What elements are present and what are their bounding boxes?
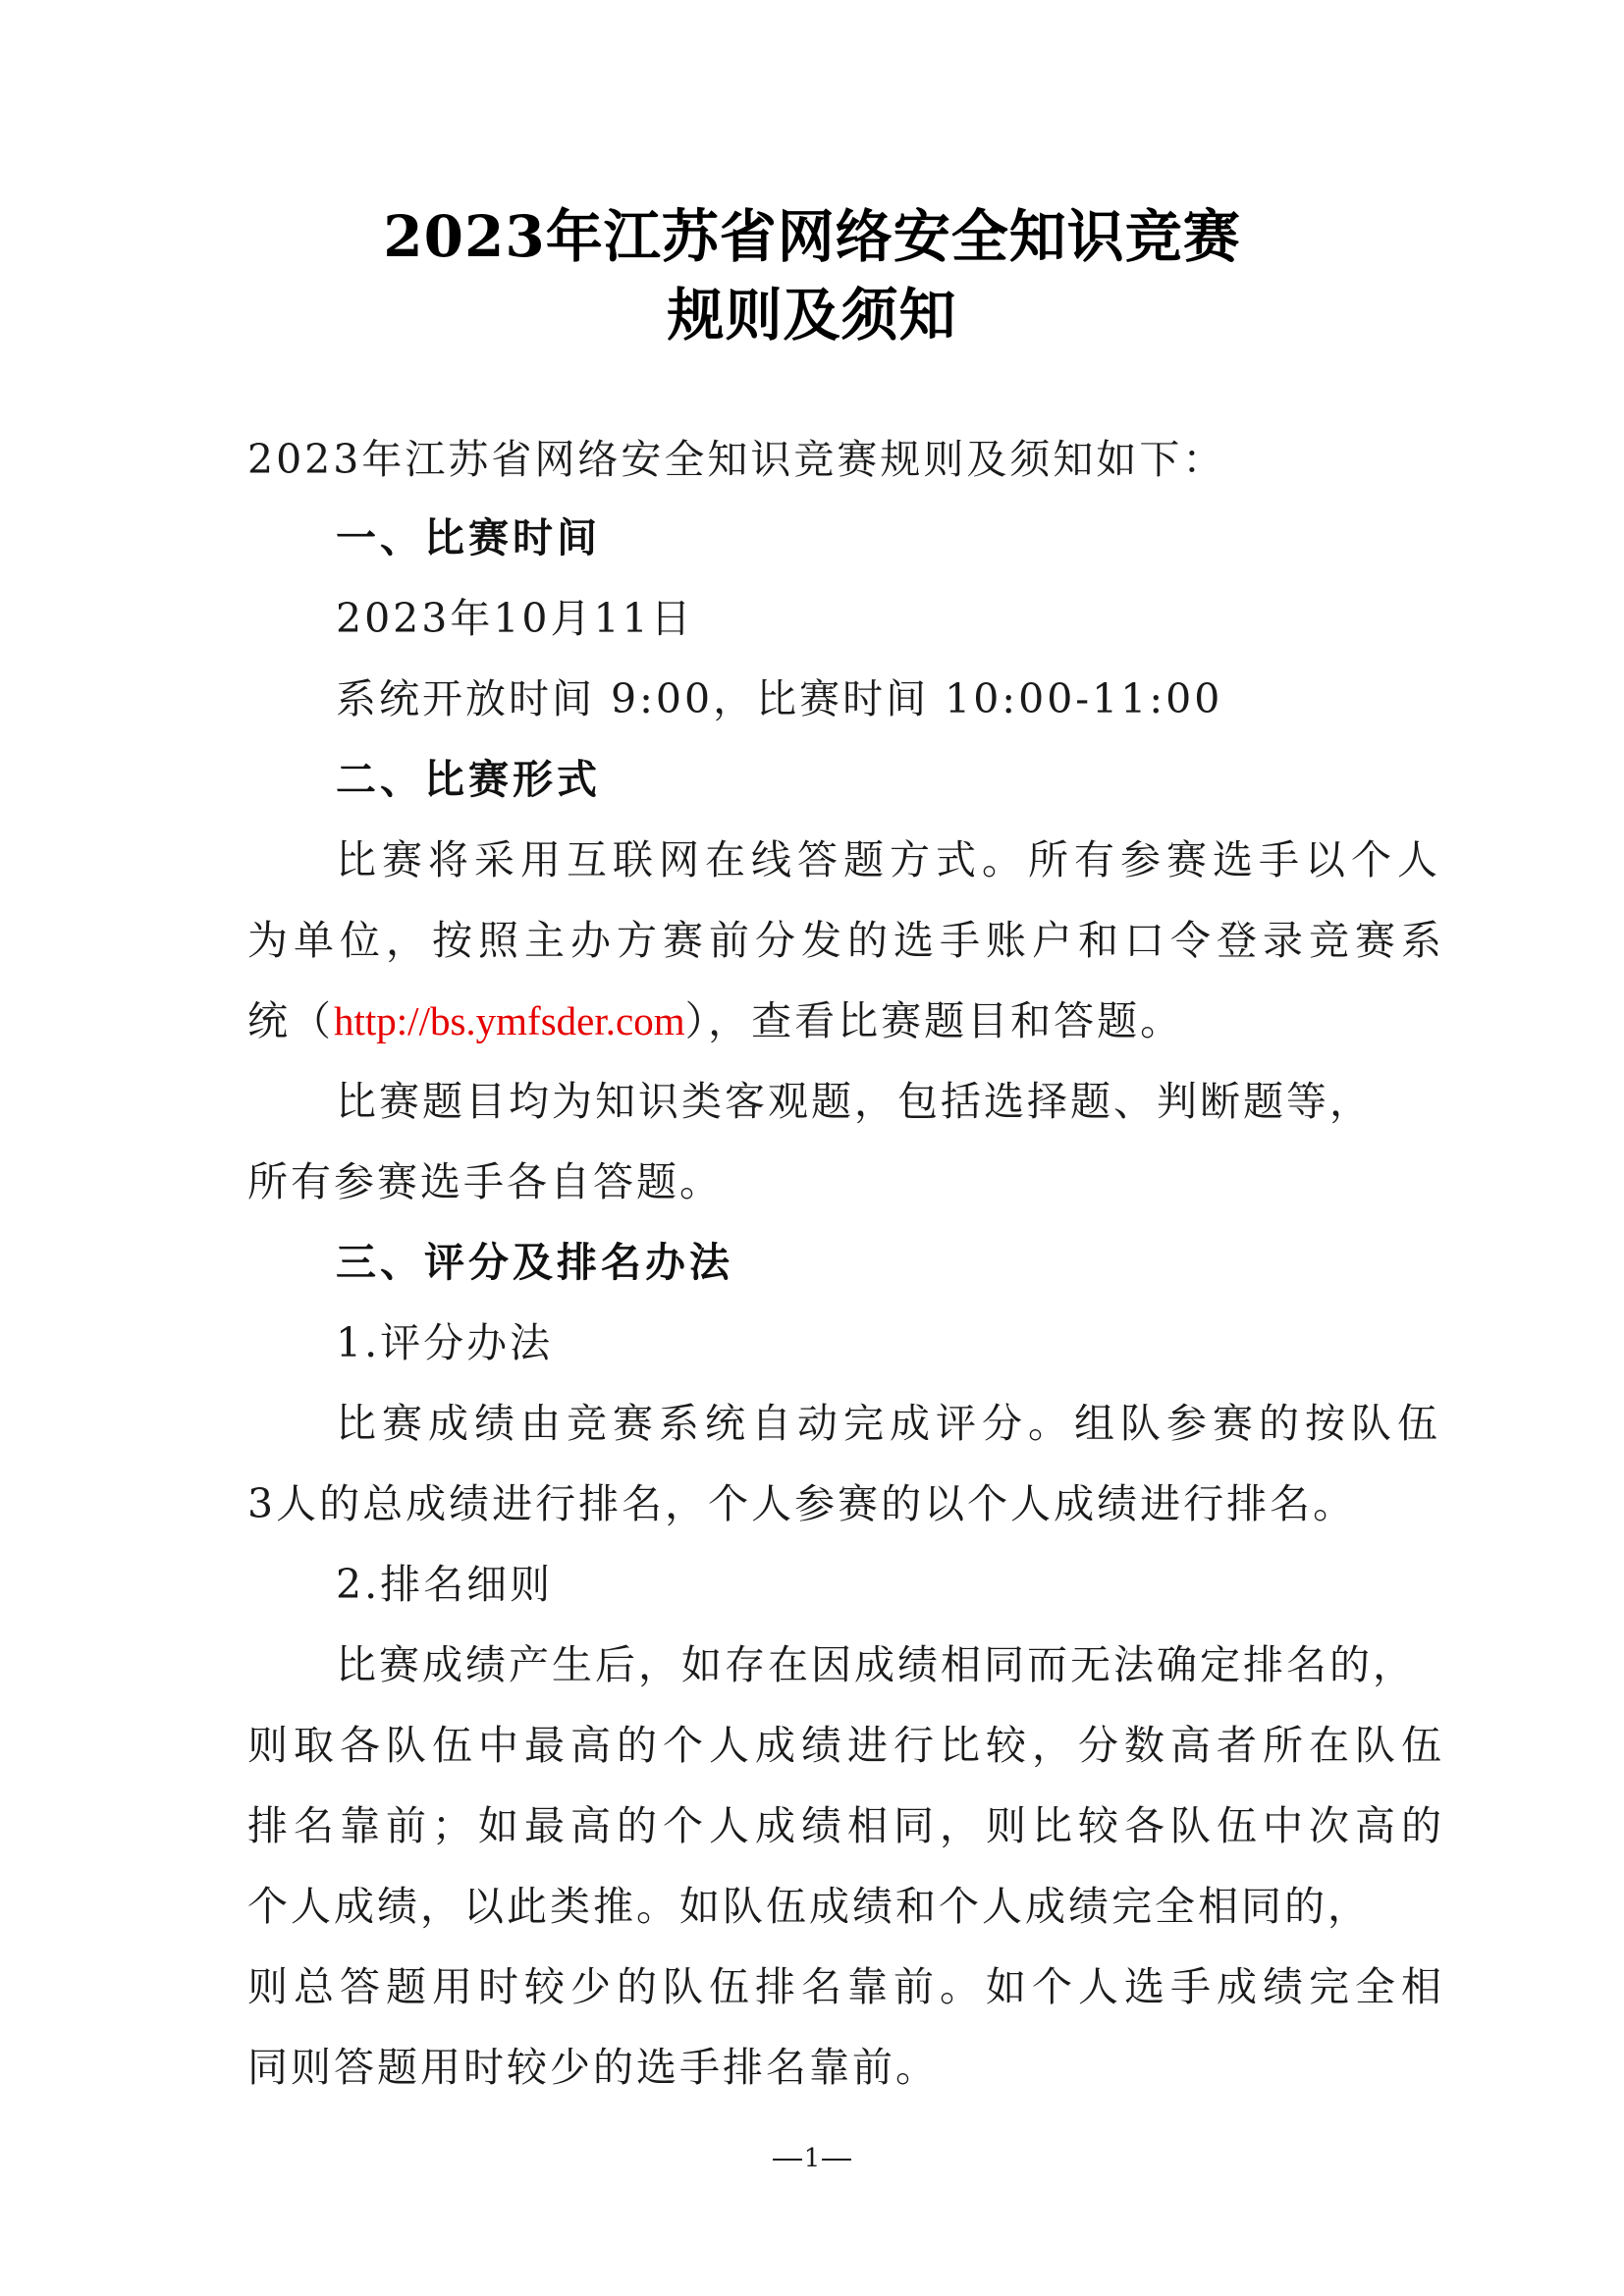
link-prefix: 统（ — [247, 997, 334, 1044]
section1-heading: 一、比赛时间 — [336, 514, 601, 561]
section2-paragraph2-line2: 所有参赛选手各自答题。 — [247, 1158, 723, 1205]
section1-date: 2023年10月11日 — [336, 595, 694, 642]
section3-sub2-line6: 同则答题用时较少的选手排名靠前。 — [247, 2044, 939, 2091]
section3-heading: 三、评分及排名办法 — [336, 1239, 733, 1286]
section2-paragraph1-line3 — [247, 997, 1386, 1044]
section3-sub1-line1: 比赛成绩由竞赛系统自动完成评分。组队参赛的按队伍 — [336, 1400, 1443, 1447]
document-title-line2: 规则及须知 — [667, 282, 957, 348]
page-number-left-dash — [773, 2159, 802, 2161]
section3-subheading2: 2.排名细则 — [336, 1561, 554, 1608]
section2-heading: 二、比赛形式 — [336, 756, 601, 803]
section3-sub1-line2: 3人的总成绩进行排名，个人参赛的以个人成绩进行排名。 — [247, 1480, 1357, 1527]
intro-paragraph: 2023年江苏省网络安全知识竞赛规则及须知如下： — [247, 436, 1226, 483]
section3-sub2-line4: 个人成绩，以此类推。如队伍成绩和个人成绩完全相同的， — [247, 1883, 1371, 1930]
section3-sub2-line3: 排名靠前；如最高的个人成绩相同，则比较各队伍中次高的 — [247, 1802, 1447, 1849]
page-number — [0, 2146, 1624, 2171]
section2-paragraph1-line1: 比赛将采用互联网在线答题方式。所有参赛选手以个人 — [336, 836, 1443, 883]
section2-paragraph1-line2: 为单位，按照主办方赛前分发的选手账户和口令登录竞赛系 — [247, 917, 1447, 964]
section3-sub2-line2: 则取各队伍中最高的个人成绩进行比较，分数高者所在队伍 — [247, 1722, 1447, 1769]
document-title-line1: 2023年江苏省网络安全知识竞赛 — [383, 203, 1241, 270]
competition-url-link[interactable]: http://bs.ymfsder.com — [334, 998, 685, 1043]
page-number-value: 1 — [803, 2144, 821, 2173]
page-number-right-dash — [822, 2159, 851, 2161]
section3-sub2-line1: 比赛成绩产生后，如存在因成绩相同而无法确定排名的， — [336, 1641, 1416, 1688]
link-suffix: ），查看比赛题目和答题。 — [684, 997, 1184, 1044]
section3-subheading1: 1.评分办法 — [336, 1319, 554, 1366]
section2-paragraph2-line1: 比赛题目均为知识类客观题，包括选择题、判断题等， — [336, 1078, 1373, 1125]
section1-time: 系统开放时间 9:00，比赛时间 10:00-11:00 — [336, 675, 1223, 722]
section3-sub2-line5: 则总答题用时较少的队伍排名靠前。如个人选手成绩完全相 — [247, 1963, 1447, 2010]
